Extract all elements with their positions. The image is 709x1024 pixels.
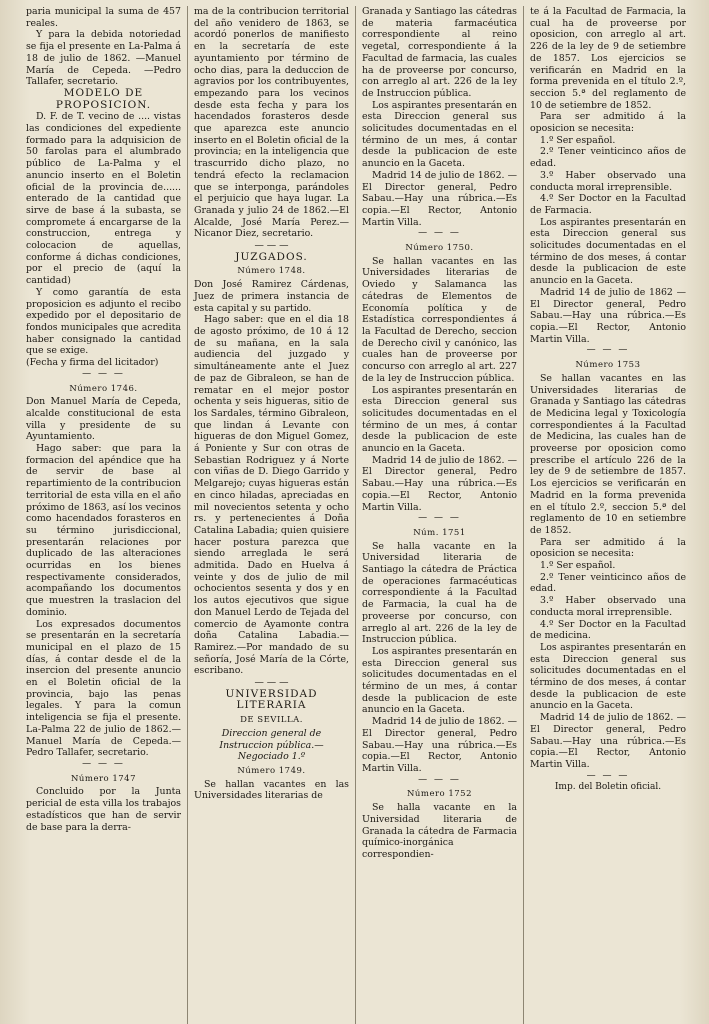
column-4-paragraph: Para ser admitido á la oposicion se necesita: xyxy=(530,536,686,560)
column-2-paragraph: Don José Ramirez Cárdenas, Juez de primera instancia de esta capital y su partido. xyxy=(194,279,349,314)
column-4-paragraph: 3.º Haber observado una conducta moral irreprensible. xyxy=(530,169,686,193)
column-1-paragraph: — — — xyxy=(82,759,125,769)
column-4-paragraph: Número 1753 xyxy=(575,360,641,371)
column-2-paragraph: UNIVERSIDAD LITERARIA xyxy=(225,687,318,712)
column-1-paragraph: Los expresados documentos se presentarán en la secretaría municipal en el plazo de 15 días, á contar desde el de la insercion del presente anuncio en el Boletin oficial de la provincia, bajo las penas legales. Y para la comun inteligencia se fija el presente. La-Palma 22 de julio de 1862.—Manuel María de Cepeda.—Pedro Tallafer, secretario. xyxy=(26,618,181,759)
column-4 xyxy=(524,6,692,1024)
column-3-paragraph: — — — xyxy=(418,774,461,785)
column-2-paragraph: — — — xyxy=(254,677,289,689)
column-3-paragraph: Los aspirantes presentarán en esta Direccion general sus solicitudes documentadas en el término de un mes, á contar desde la publicacion de este anuncio en la Gaceta. xyxy=(362,99,517,170)
column-2 xyxy=(188,6,356,1024)
column-2-paragraph: JUZGADOS. xyxy=(235,250,308,263)
column-4-paragraph: Los aspirantes presentarán en esta Direccion general sus solicitudes documentadas en el término de dos meses, á contar desde la publicacion de este anuncio en la Gaceta. xyxy=(530,216,686,287)
column-1-paragraph: Número 1746. xyxy=(69,383,138,394)
columns-container xyxy=(20,6,703,1024)
column-3-paragraph: Se halla vacante en la Universidad literaria de Santiago la cátedra de Práctica de operaciones farmacéuticas correspondiente á la Facultad de Farmacia, la cual ha de proveerse por concurso, con arreglo al art. 226 de la ley de Instruccion pública. xyxy=(362,540,517,646)
column-3-paragraph: Los aspirantes presentarán en esta Direccion general sus solicitudes documentadas en el término de un mes, á contar desde la publicacion de este anuncio en la Gaceta. xyxy=(362,384,517,455)
column-2-paragraph: Direccion general de Instruccion pública.—Negociado 1.º xyxy=(219,727,324,763)
column-4-paragraph: 2.º Tener veinticinco años de edad. xyxy=(530,571,686,595)
column-4-paragraph: te á la Facultad de Farmacia, la cual ha de proveerse por oposicion, con arreglo al art. 226 de la ley de 9 de setiembre de 1857. Los ejercicios se verificarán en Madrid en la forma prevenida en el título 2.º, seccion 5.ª del reglamento de 10 de setiembre de 1852. xyxy=(530,6,686,111)
column-4-paragraph: Madrid 14 de julio de 1862. —El Director general, Pedro Sabau.—Hay una rúbrica.—Es copia.—El Rector, Antonio Martin Villa. xyxy=(530,712,686,770)
column-1-paragraph: Y como garantía de esta proposicion es adjunto el recibo expedido por el depositario de fondos municipales que acredita haber consignado la cantidad que se exige. xyxy=(26,286,181,357)
column-1-paragraph: Y para la debida notoriedad se fija el presente en La-Palma á 18 de julio de 1862. —Manuel María de Cepeda. —Pedro Tallafer, secretario. xyxy=(26,29,181,88)
column-3 xyxy=(356,6,524,1024)
column-1-paragraph: Concluido por la Junta pericial de esta villa los trabajos estadísticos que han de servir de base para la derra- xyxy=(26,786,181,833)
column-1-paragraph: Hago saber: que para la formacion del apéndice que ha de servir de base al repartimiento de la contribucion territorial de esta villa en el año próximo de 1863, así los vecinos como hacendados forasteros en su término jurisdiccional, presentarán relaciones por duplicado de las alteraciones ocurridas en los bienes respectivamente considerados, acompañando los documentos que muestren la traslacion del dominio. xyxy=(26,443,181,618)
column-2-paragraph: — — — xyxy=(254,240,289,252)
column-1-paragraph: Don Manuel María de Cepeda, alcalde constitucional de esta villa y presidente de su Ayuntamiento. xyxy=(26,396,181,443)
column-3-paragraph: Madrid 14 de julio de 1862. —El Director general, Pedro Sabau.—Hay una rúbrica.—Es copia.—El Rector, Antonio Martin Villa. xyxy=(362,169,517,228)
column-3-paragraph: — — — xyxy=(418,513,461,524)
column-4-paragraph: 4.º Ser Doctor en la Facultad de Farmacia. xyxy=(530,193,686,216)
column-2-paragraph: DE SEVILLA. xyxy=(240,715,303,726)
column-4-paragraph: 1.º Ser español. xyxy=(540,134,616,146)
column-3-paragraph: Madrid 14 de julio de 1862. —El Director general, Pedro Sabau.—Hay una rúbrica.—Es copia.—El Rector, Antonio Martin Villa. xyxy=(362,454,517,513)
column-3-paragraph: Núm. 1751 xyxy=(413,527,466,538)
column-4-paragraph: Se hallan vacantes en las Universidades literarias de Granada y Santiago las cátedras de Medicina legal y Toxicología correspondientes á la Facultad de Medicina, las cuales han de proveerse por oposicion como prescribe el artículo 226 de la ley de 9 de setiembre de 1857. Los ejercicios se verificarán en Madrid en la forma prevenida en el título 2.º, seccion 5.ª del reglamento de 10 en setiembre de 1852. xyxy=(530,372,686,536)
column-4-paragraph: 3.º Haber observado una conducta moral irreprensible. xyxy=(530,595,686,618)
column-1-paragraph: (Fecha y firma del licitador) xyxy=(26,357,159,369)
column-2-paragraph: ma de la contribucion territorial del año venidero de 1863, se acordó ponerlos de manifiesto en la secretaría de este ayuntamiento por término de ocho dias, para la deduccion de agravios por los contribuyentes, empezando para los vecinos desde esta fecha y para los hacendados forasteros desde que aparezca este anuncio inserto en el Boletin oficial de la provincia; en la inteligencia que trascurrido dicho plazo, no tendrá efecto la reclamacion que se interponga, parándoles el perjuicio que haya lugar. La Granada y julio 24 de 1862.—El Alcalde, José María Perez.—Nicanor Diez, secretario. xyxy=(194,6,349,240)
column-3-paragraph: Madrid 14 de julio de 1862. —El Director general, Pedro Sabau.—Hay una rúbrica.—Es copia.—El Rector, Antonio Martin Villa. xyxy=(362,716,517,774)
column-3-paragraph: Número 1752 xyxy=(406,789,473,800)
column-4-paragraph: — — — xyxy=(586,345,630,356)
column-1-paragraph: paria municipal la suma de 457 reales. xyxy=(26,6,181,29)
column-4-paragraph: 1.º Ser español. xyxy=(540,560,616,572)
column-4-paragraph: Para ser admitido á la oposicion se necesita: xyxy=(530,111,686,135)
column-3-paragraph: Se hallan vacantes en las Universidades literarias de Oviedo y Salamanca las cátedras de Elementos de Economía política y de Estadística correspondientes á la Facultad de Derecho, seccion de Derecho civil y canónico, las cuales han de proveerse por concurso con arreglo al art. 227 de la ley de Instruccion pública. xyxy=(362,255,517,384)
column-4-paragraph: — — — xyxy=(586,770,630,781)
column-1-paragraph: D. F. de T. vecino de .... vistas las condiciones del expediente formado para la adquisicion de 50 farolas para el alumbrado público de La-Palma y el anuncio inserto en el Boletin oficial de la provincia de...... enterado de la cantidad que sirve de base á la subasta, se compromete á encargarse de la construccion, entrega y colocacion de aquellas, conforme á dichas condiciones, por el precio de (aquí la cantidad) xyxy=(26,111,181,287)
column-1-paragraph: MODELO DE PROPOSICION. xyxy=(55,86,152,111)
column-2-paragraph: Hago saber: que en el dia 18 de agosto próximo, de 10 á 12 de su mañana, en la sala audiencia del juzgado y simultáneamente ante el Juez de paz de Gibraleon, se han de rematar en el mejor postor ochenta y seis higueras, sitio de los Sardales, término Gibraleon, que lindan á Levante con higueras de don Miguel Gomez, á Poniente y Sur con otras de Sebastian Rodriguez y á Norte con viñas de D. Diego Garrido y Melgarejo; cuyas higueras están en cinco hiladas, apreciadas en mil novecientos setenta y ocho rs. y pertenecientes á Doña Catalina Labadia; quien quisiere hacer postura parezca que siendo arreglada le será admitida. Dado en Huelva á veinte y dos de julio de mil ochocientos sesenta y dos y en los autos ejecutivos que sigue don Manuel Lerdo de Tejada del comercio de Ayamonte contra doña Catalina Labadia.—Ramirez.—Por mandado de su señoría, José María de la Córte, escribano. xyxy=(194,314,349,677)
column-1 xyxy=(20,6,188,1024)
column-1-paragraph: — — — xyxy=(82,368,125,379)
column-2-paragraph: Número 1748. xyxy=(237,266,306,277)
column-3-paragraph: — — — xyxy=(418,228,461,239)
column-2-paragraph: Se hallan vacantes en las Universidades literarias de xyxy=(194,778,349,802)
column-4-paragraph: 4.º Ser Doctor en la Facultad de medicina. xyxy=(530,618,686,642)
column-4-paragraph: 2.º Tener veinticinco años de edad. xyxy=(530,146,686,170)
column-3-paragraph: Granada y Santiago las cátedras de materia farmacéutica correspondiente al reino vegetal, correspondiente á la Facultad de farmacia, las cuales ha de proveerse por concurso, con arreglo al art. 226 de la ley de Instruccion pública. xyxy=(362,6,517,99)
column-3-paragraph: Número 1750. xyxy=(405,243,474,254)
column-4-paragraph: Imp. del Boletin oficial. xyxy=(554,782,662,793)
column-1-paragraph: Número 1747 xyxy=(70,773,137,784)
column-2-paragraph: Número 1749. xyxy=(237,766,306,776)
column-3-paragraph: Se halla vacante en la Universidad literaria de Granada la cátedra de Farmacia químico-inorgánica correspondien- xyxy=(362,802,517,860)
column-3-paragraph: Los aspirantes presentarán en esta Direccion general sus solicitudes documentadas en el término de un mes, á contar desde la publicacion de este anuncio en la Gaceta. xyxy=(362,645,517,716)
column-4-paragraph: Madrid 14 de julio de 1862 —El Director general, Pedro Sabau.—Hay una rúbrica.—Es copia.—El Rector, Antonio Martin Villa. xyxy=(530,286,686,345)
column-4-paragraph: Los aspirantes presentarán en esta Direccion general sus solicitudes documentadas en el término de dos meses, á contar desde la publicacion de este anuncio en la Gaceta. xyxy=(530,641,686,712)
